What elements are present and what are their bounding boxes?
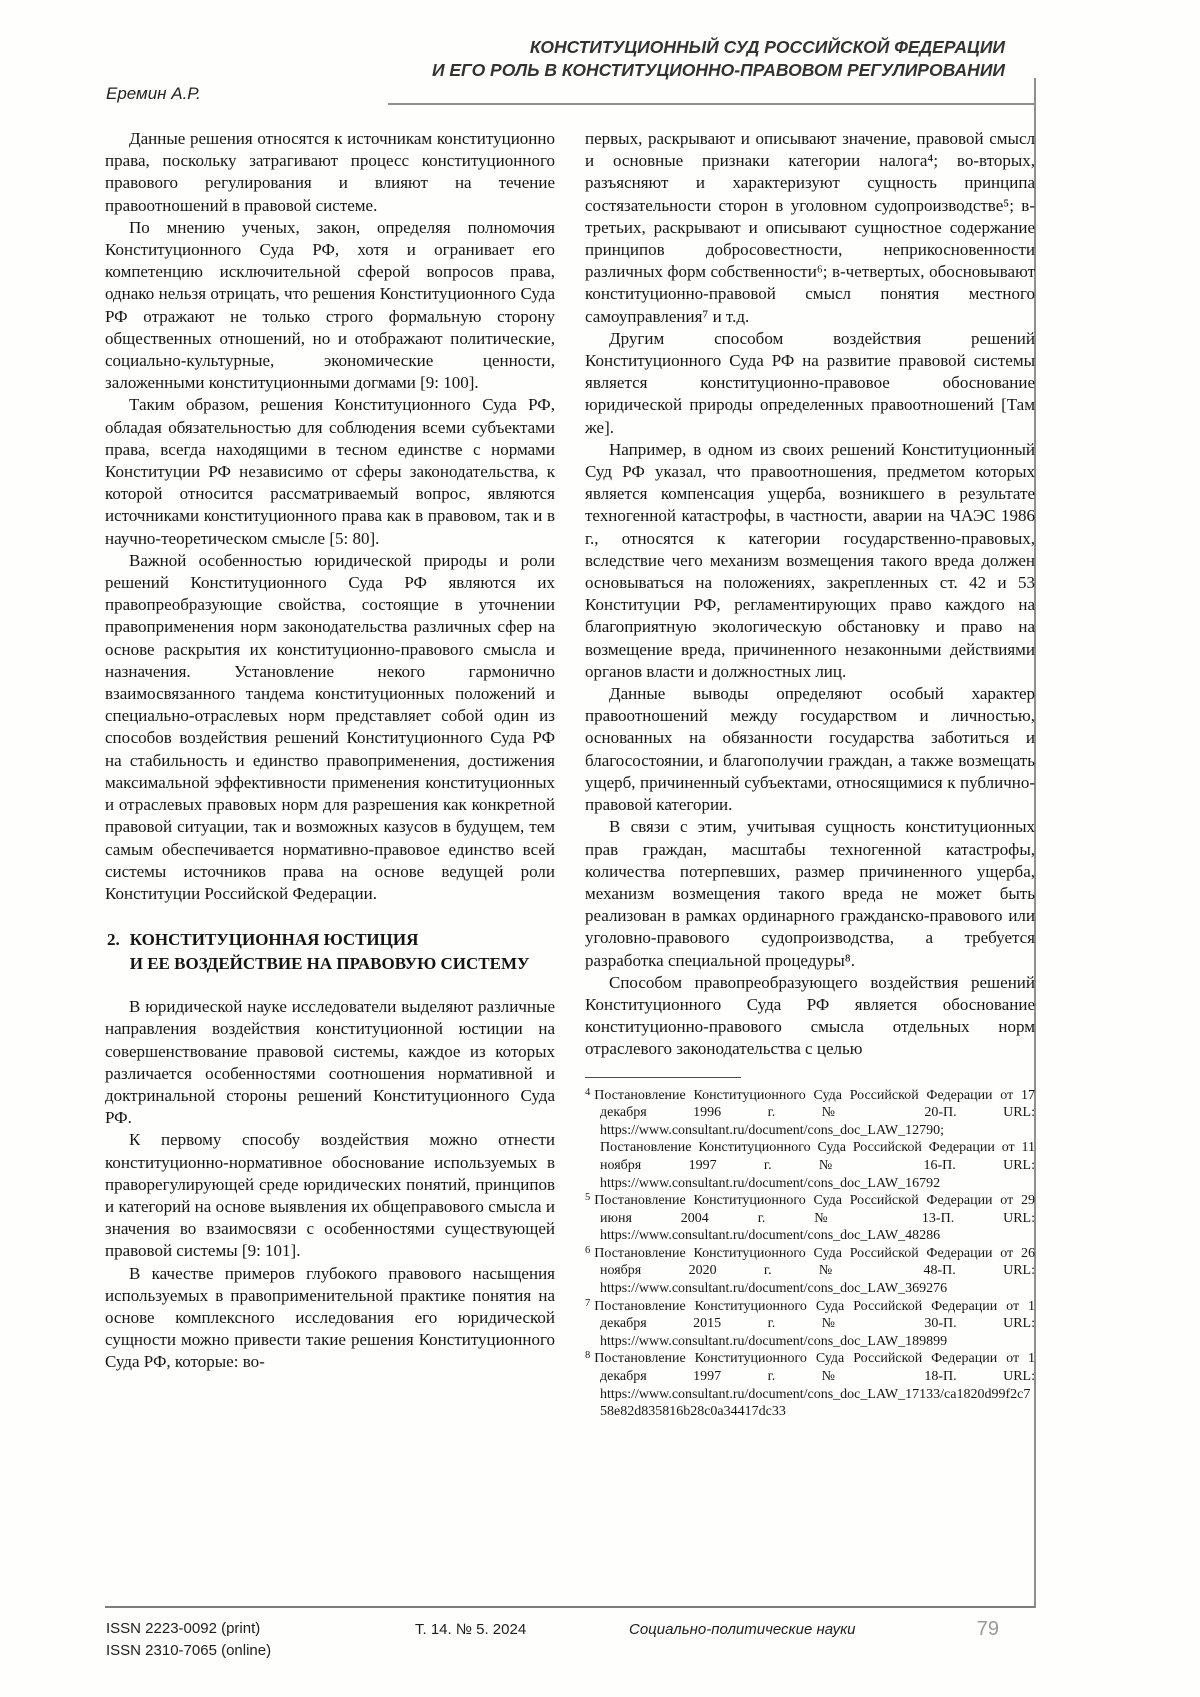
footnote-marker: 4 <box>585 1086 591 1098</box>
running-title <box>432 36 1005 82</box>
issn-block <box>106 1618 271 1662</box>
paragraph: Данные решения относятся к источникам конституционно права, поскольку затрагивают процесс конституционного правового регулирования и влияют на течение правоотношений в правовой системе. <box>105 129 555 215</box>
volume-issue: Т. 14. № 5. 2024 <box>415 1621 527 1638</box>
author-name: Еремин А.Р. <box>106 84 201 103</box>
section-number: 2. <box>107 930 120 950</box>
paragraph: По мнению ученых, закон, определяя полномочия Конституционного Суда РФ, хотя и огранивает его компетенцию исключительной сферой вопросов права, однако нельзя отрицать, что решения Конституционного Суда РФ отражают не только строго формальную сторону общественных отношений, но и отображают политические, социально-культурные, экономические ценности, заложенными конституционными догмами [9: 100]. <box>105 217 555 393</box>
footnote <box>585 1087 1035 1193</box>
footnote-text: Постановление Конституционного Суда Российской Федерации от 1 декабря 1997 г. № 18-П. URL: https://www.consultant.ru/document/cons_doc_LAW_17133/ca1820d99f2c758e82d835816b28c0a34417dc33 <box>594 1351 1035 1420</box>
paragraph: К первому способу воздействия можно отнести конституционно-нормативное обоснование используемых в праворегулирующей среде юридических понятий, принципов и категорий на основе выявления их общеправового смысла и значения во взаимосвязи с особенностями существующей правовой системы [9: 101]. <box>105 1130 555 1261</box>
footnote-marker: 8 <box>585 1350 591 1362</box>
issn-online: ISSN 2310-7065 (online) <box>106 1642 272 1659</box>
footnote <box>585 1350 1035 1420</box>
section-title-line1: КОНСТИТУЦИОННАЯ ЮСТИЦИЯ <box>129 930 419 950</box>
paragraph: В связи с этим, учитывая сущность конституционных прав граждан, масштабы техногенной катастрофы, количества потерпевших, размер причиненного ущерба, механизм возмещения такого вреда не может быть реализован в рамках ординарного гражданско-правового или уголовно-правового судопроизводства, а требуется разработка специальной процедуры⁸. <box>585 817 1035 970</box>
footnote-text: Постановление Конституционного Суда Российской Федерации от 26 ноября 2020 г. № 48-П. URL: https://www.consultant.ru/document/cons_doc_LAW_369276 <box>594 1245 1035 1297</box>
journal-title: Социально-политические науки <box>629 1621 856 1638</box>
article-body <box>105 128 1035 1592</box>
footnote-text: Постановление Конституционного Суда Российской Федерации от 1 декабря 2015 г. № 30-П. URL: https://www.consultant.ru/document/cons_doc_LAW_189899 <box>594 1298 1035 1349</box>
footnote-marker: 7 <box>585 1297 591 1309</box>
paragraph: Данные выводы определяют особый характер правоотношений между государством и личностью, основанных на обязанности государства заботиться и благосостоянии, и благополучии граждан, а также возмещать ущерб, причиненный субъектами, относящимися к публично-правовой категории. <box>585 684 1035 815</box>
section-title-line2: И ЕЕ ВОЗДЕЙСТВИЕ НА ПРАВОВУЮ СИСТЕМУ <box>129 953 530 973</box>
paragraph: Важной особенностью юридической природы и роли решений Конституционного Суда РФ являются их правопреобразующие свойства, состоящие в уточнении правоприменения норм законодательства различных сфер на основе раскрытия их конституционно-правового смысла и назначения. Установление некого гармонично взаимосвязанного тандема конституционных положений и специально-отраслевых норм представляет собой один из способов воздействия решений Конституционного Суда РФ на стабильность и единство правоприменения, достижения максимальной эффективности применения конституционных и отраслевых правовых норм для разрешения как конкретной правовой ситуации, так и возможных казусов в будущем, тем самым обеспечивается нормативно-правовое единство всей системы источников права на основе ведущей роли Конституции Российской Федерации. <box>105 550 555 903</box>
footnote <box>585 1245 1035 1298</box>
page-number: 79 <box>976 1618 999 1640</box>
footnote-separator <box>585 1077 741 1078</box>
footnote-text: Постановление Конституционного Суда Российской Федерации от 17 декабря 1996 г. № 20-П. URL: https://www.consultant.ru/document/cons_doc_LAW_12790; Постановление Конституционного Суда Российской Федерации от 11 ноября 1997 г. № 16-П. URL: https://www.consultant.ru/document/cons_doc_LAW_16792 <box>594 1087 1035 1191</box>
footer-rule <box>105 1606 1035 1608</box>
running-title-line2: И ЕГО РОЛЬ В КОНСТИТУЦИОННО-ПРАВОВОМ РЕГУЛИРОВАНИИ <box>431 60 1005 80</box>
footnote-text: Постановление Конституционного Суда Российской Федерации от 29 июня 2004 г. № 13-П. URL: https://www.consultant.ru/document/cons_doc_LAW_48286 <box>594 1193 1035 1244</box>
paragraph: Например, в одном из своих решений Конституционный Суд РФ указал, что правоотношения, предметом которых является компенсация ущерба, возникшего в результате техногенной катастрофы, в частности, аварии на ЧАЭС 1986 г., относятся к категории государственно-правовых, вследствие чего механизм возмещения такого вреда должен основываться на положениях, закрепленных ст. 42 и 53 Конституции РФ, регламентирующих право каждого на благоприятную экологическую обстановку и право на возмещение вреда, причиненного незаконными действиями органов власти и должностных лиц. <box>585 439 1035 681</box>
section-heading <box>107 928 555 975</box>
footnote-marker: 6 <box>585 1244 591 1256</box>
section-title <box>130 928 530 975</box>
page-footer <box>105 1618 1035 1678</box>
paragraph: В качестве примеров глубокого правового насыщения используемых в правоприменительной практике понятия на основе комплексного исследования его юридической сущности можно привести такие решения Конституционного Суда РФ, которые: во- <box>105 1263 555 1372</box>
footnote <box>585 1298 1035 1351</box>
left-column <box>105 128 555 1592</box>
paragraph: первых, раскрывают и описывают значение, правовой смысл и основные признаки категории налога⁴; во-вторых, разъясняют и характеризуют сущность принципа состязательности сторон в уголовном судопроизводстве⁵; в-третьих, раскрывают и описывают сущностное содержание принципов добросовестности, неприкосновенности различных форм собственности⁶; в-четвертых, обосновывают конституционно-правовой смысл понятия местного самоуправления⁷ и т.д. <box>585 129 1035 326</box>
header-rule <box>388 103 1035 105</box>
footnote <box>585 1192 1035 1245</box>
footnotes <box>585 1077 1035 1421</box>
paragraph: Таким образом, решения Конституционного Суда РФ, обладая обязательностью для соблюдения всеми субъектами права, всегда находящими в тесном единстве с нормами Конституции РФ независимо от сферы законодательства, к которой относится рассматриваемый вопрос, являются источниками конституционного права как в правовом, так и в научно-теоретическом смысле [5: 80]. <box>105 395 555 548</box>
issn-print: ISSN 2223-0092 (print) <box>106 1620 261 1637</box>
paragraph: В юридической науке исследователи выделяют различные направления воздействия конституционной юстиции на совершенствование правовой системы, каждое из которых различается особенностями соотношения нормативной и доктринальной стороны решений Конституционного Суда РФ. <box>105 997 555 1128</box>
running-title-line1: КОНСТИТУЦИОННЫЙ СУД РОССИЙСКОЙ ФЕДЕРАЦИИ <box>529 37 1005 57</box>
right-column <box>585 128 1035 1592</box>
paragraph: Другим способом воздействия решений Конституционного Суда РФ на развитие правовой системы является конституционно-правовое обоснование юридической природы определенных правоотношений [Там же]. <box>585 328 1035 437</box>
footnote-marker: 5 <box>585 1192 591 1204</box>
paragraph: Способом правопреобразующего воздействия решений Конституционного Суда РФ является обоснование конституционно-правового смысла отдельных норм отраслевого законодательства с целью <box>585 972 1035 1059</box>
